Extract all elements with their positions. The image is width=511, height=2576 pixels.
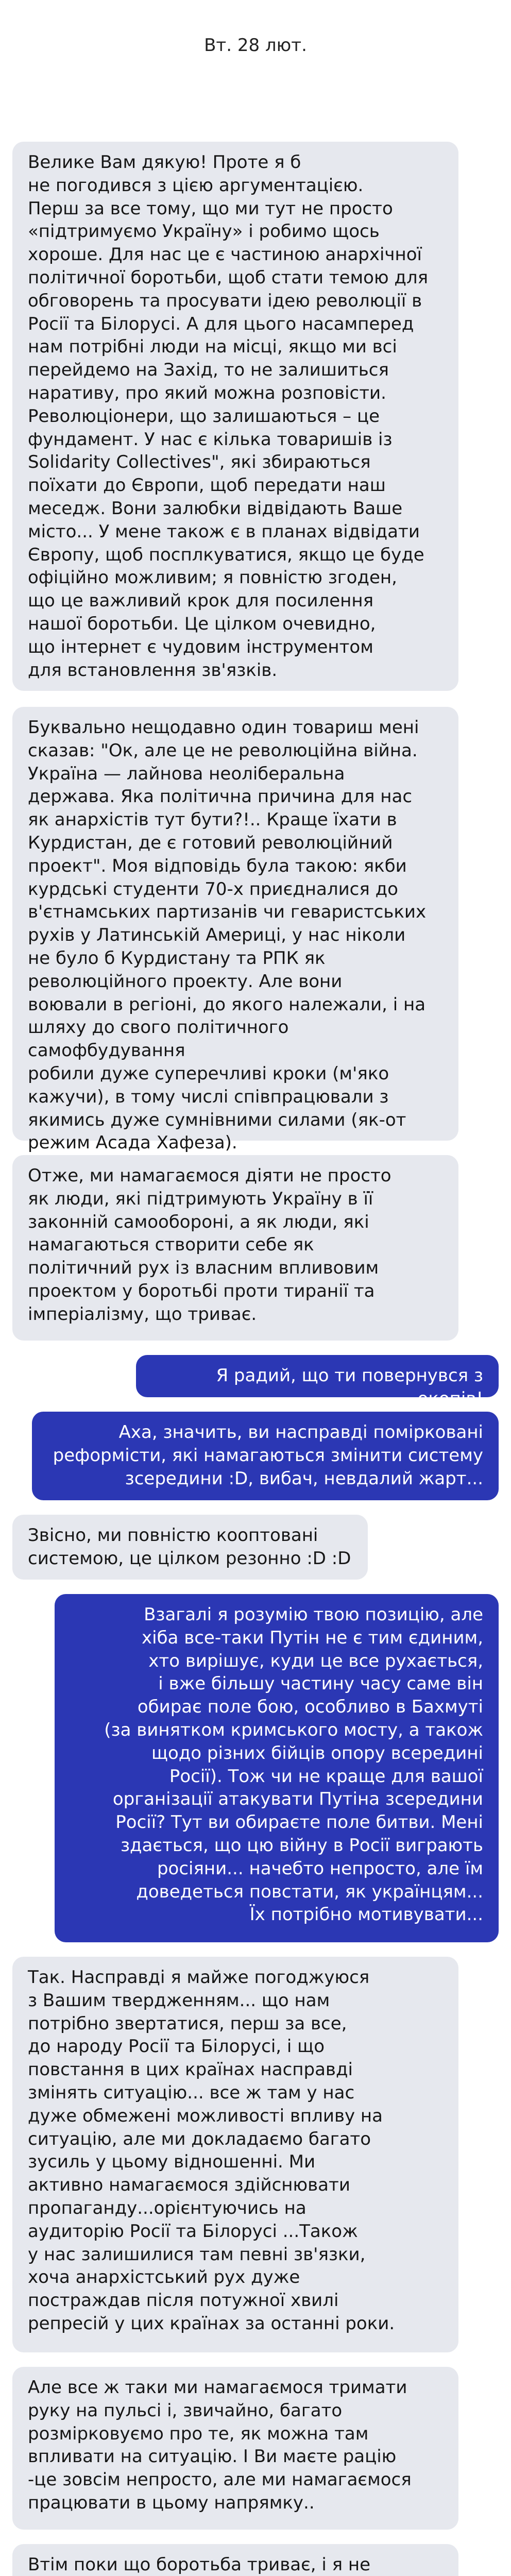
message-bubble-incoming[interactable]: Буквально нещодавно один товариш мені сказав: "Ок, але це не революційна війна. Україна — лайнова неоліберальна держава. Яка політична причина для нас як анархістів тут бути?!.. Краще їхати в Курдистан, де є готовий революційний проект". Моя відповідь була такою: якби курдські студенти 70-х приєдналися до в'єтнамських партизанів чи геваристських рухів у Латинській Америці, у нас ніколи не було б Курдистану та РПК як революційного проекту. Але вони воювали в регіоні, до якого належали, і на шляху до свого політичного самофбудування робили дуже суперечливі кроки (м'яко кажучи), в тому числі співпрацювали з якимись дуже сумнівними силами (як-от режим Асада Хафеза). xyxy=(12,707,458,1141)
message-bubble-incoming[interactable]: Велике Вам дякую! Проте я б не погодився з цією аргументацією. Перш за все тому, що ми тут не просто «підтримуємо Україну» і робимо щось хороше. Для нас це є частиною анархічної політичної боротьби, щоб стати темою для обговорень та просувати ідею революції в Росії та Білорусі. А для цього насамперед нам потрібні люди на місці, якщо ми всі перейдемо на Захід, то не залишиться наративу, про який можна розповісти. Революціонери, що залишаються – це фундамент. У нас є кілька товаришів із Solidarity Collectives", які збираються поїхати до Європи, щоб передати наш меседж. Вони залюбки відвідають Ваше місто... У мене також є в планах відвідати Європу, щоб посплкуватися, якщо це буде офіційно можливим; я повністю згоден, що це важливий крок для посилення нашої боротьби. Це цілком очевидно, що інтернет є чудовим інструментом для встановлення зв'язків. xyxy=(12,142,458,691)
message-bubble-incoming[interactable]: Так. Насправді я майже погоджуюся з Вашим твердженням... що нам потрібно звертатися, перш за все, до народу Росії та Білорусі, і що повстання в цих країнах насправді змінять ситуацію... все ж там у нас дуже обмежені можливості впливу на ситуацію, але ми докладаємо багато зусиль у цьому відношенні. Ми активно намагаємося здійснювати пропаганду...орієнтуючись на аудиторію Росії та Білорусі ...Також у нас залишилися там певні зв'язки, хоча анархістський рух дуже постраждав після потужної хвилі репресій у цих країнах за останні роки. xyxy=(12,1957,458,2352)
message-bubble-incoming[interactable]: Втім поки що боротьба триває, і я не xyxy=(12,2544,458,2576)
message-bubble-incoming[interactable]: Звісно, ми повністю кооптовані системою, це цілком резонно :D :D xyxy=(12,1515,368,1580)
message-bubble-incoming[interactable]: Але все ж таки ми намагаємося тримати руку на пульсі і, звичайно, багато розмірковуємо про те, як можна там впливати на ситуацію. І Ви маєте рацію -це зовсім непросто, але ми намагаємося працювати в цьому напрямку.. xyxy=(12,2367,458,2530)
date-header: Вт. 28 лют. xyxy=(204,35,307,56)
message-bubble-incoming[interactable]: Отже, ми намагаємося діяти не просто як люди, які підтримують Україну в її законній самообороні, а як люди, які намагаються створити себе як політичний рух із власним впливовим проектом у боротьбі проти тиранії та імперіалізму, що триває. xyxy=(12,1155,458,1341)
message-bubble-outgoing[interactable]: Я радий, що ти повернувся з окопів! xyxy=(136,1355,499,1397)
message-bubble-outgoing[interactable]: Аха, значить, ви насправді поміркованi реформісти, які намагаються змінити систему зсередини :D, вибач, невдалий жарт... xyxy=(32,1412,499,1500)
message-bubble-outgoing[interactable]: Взагалі я розумію твою позицію, але хіба все-таки Путін не є тим єдиним, хто вирішує, куди це все рухається, і вже більшу частину часу саме він обирає поле бою, особливо в Бахмуті (за винятком кримського мосту, а також щодо різних бійців опору всередині Росії). Тож чи не краще для вашої організації атакувати Путіна зсередини Росії? Тут ви обираєте поле битви. Мені здається, що цю війну в Росії виграють росіяни... начебто непросто, але їм доведеться повстати, як українцям... Їх потрібно мотивувати... xyxy=(55,1594,499,1942)
